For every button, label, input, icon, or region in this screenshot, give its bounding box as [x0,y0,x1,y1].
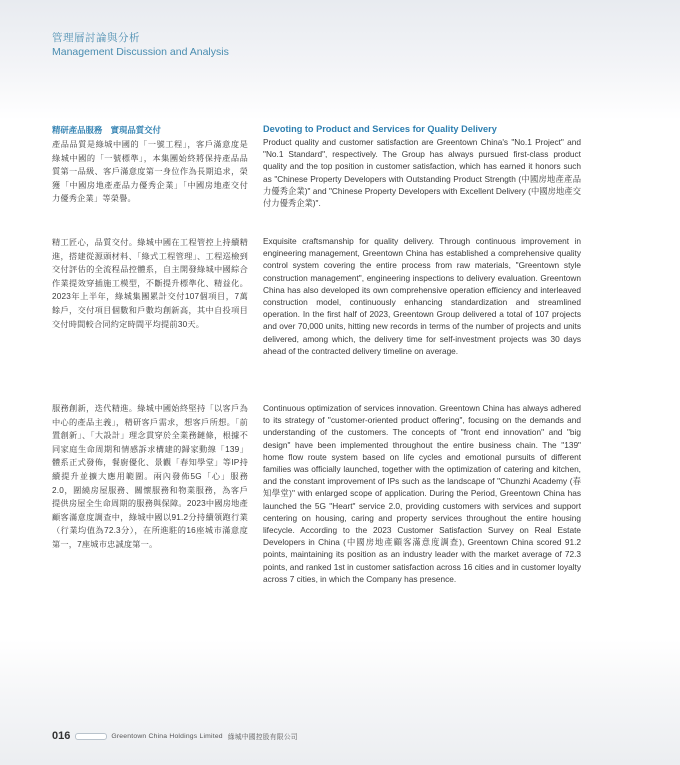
page-header [52,31,229,59]
header-background [0,0,680,120]
en-block-1 [263,123,581,209]
header-title-en: Management Discussion and Analysis [52,46,229,58]
page-number: 016 [52,730,71,742]
en-block-3 [263,402,581,585]
en-paragraph: Exquisite craftsmanship for quality delivery. Through continuous improvement in engineering management, Greentown China has established a comprehensive quality control system covering the entire process from raw materials, "Greentown style construction management", engineering inspections to delivery evaluation. Greentown China has also developed its own comprehensive operation efficiency and interleaved construction model, continuously enhancing standardization and streamlined operation. In the first half of 2023, Greentown Group delivered a total of 107 projects and over 70,000 units, hitting new records in terms of the number of projects and units delivered, among which, the delivery time for self-investment projects was 30 days ahead of the contracted delivery timeline on average. [263,236,581,356]
zh-paragraph: 精工匠心，品質交付。綠城中國在工程管控上持續精進，搭建從源頭材料、「綠式工程管理」、工程巡檢到交付評估的全流程品控體系，自主開發綠城中國綜合作業提效穿插施工模型，不斷提升標準化、精益化。2023年上半年，綠城集團累計交付107個項目，7萬餘戶，交付項目個數和戶數均創新高，其中自投項目交付時間較合同約定時間平均提前30天。 [52,238,248,329]
footer-divider [75,733,107,740]
page-footer [52,729,298,743]
footer-background [0,640,680,765]
section-heading-en: Devoting to Product and Services for Quality Delivery [263,124,497,134]
en-block-2 [263,235,581,357]
zh-paragraph: 產品品質是綠城中國的「一號工程」，客戶滿意度是綠城中國的「一號標準」，本集團始終將保持產品品質第一品級、客戶滿意度第一身位作為長期追求，榮獲「中國房地產產品力優秀企業」「中國房地產交付力優秀企業」等榮譽。 [52,140,248,204]
en-paragraph: Continuous optimization of services innovation. Greentown China has always adhered to its strategy of "customer-oriented product offering", focusing on the demands and understanding of the customers. The concepts of "front end innovation" and "big design" have been implemented throughout the entire business chain. The "139" home flow route system based on life cycles and emotional pursuits of different families was officially launched, together with the optimization of catering and kitchen, and the constant improvement of IPs such as the landscape of "Chunzhi Academy (春知學堂)" with enlarged scope of application. During the Period, Greentown China has launched the 5G "Heart" service 2.0, providing customers with services and support centering on housing, caring and property services throughout the entire housing lifecycle. According to the 2023 Customer Satisfaction Survey on Real Estate Developers in China (中國房地產顧客滿意度調查), Greentown China scored 91.2 points, maintaining its position as an industry leader with the market average of 72.3 points, and ranked 1st in customer satisfaction across 16 cities and in customer loyalty across 7 cities, in which the Company has presence. [263,403,581,584]
zh-paragraph: 服務創新，迭代精進。綠城中國始終堅持「以客戶為中心的產品主義」，精研客戶需求，想客戶所想。「前置創新」、「大設計」理念貫穿於全業務鏈條，根據不同家庭生命周期和情感訴求構建的歸家動線「139」體系正式發佈，餐廚優化、景觀「春知學堂」等IP持續提升並擴大應用範圍。兩內發佈5G「心」服務2.0，圍繞房屋服務、關懷服務和物業服務，為客戶提供房屋全生命周期的服務與保障。2023中國房地產顧客滿意度調查中，綠城中國以91.2分持續領跑行業（行業均值為72.3分），在所進駐的16座城市滿意度第一，7座城市忠誠度第一。 [52,404,248,549]
zh-block-3 [52,402,248,552]
header-title-zh: 管理層討論與分析 [52,32,140,44]
footer-company-en: Greentown China Holdings Limited [111,732,223,740]
zh-block-2 [52,236,248,331]
en-paragraph: Product quality and customer satisfaction are Greentown China's "No.1 Project" and "No.1 Standard", respectively. The Group has always pursued first-class product quality and the top position in customer satisfaction, which has earned it honors such as "Chinese Property Developers with Outstanding Product Strength (中國房地產產品力優秀企業)" and "Chinese Property Developers with Excellent Delivery (中國房地產交付力優秀企業)". [263,137,581,209]
footer-company-zh: 綠城中國控股有限公司 [227,734,298,741]
zh-block-1 [52,124,248,206]
section-heading-zh: 精研產品服務 實現品質交付 [52,125,161,135]
